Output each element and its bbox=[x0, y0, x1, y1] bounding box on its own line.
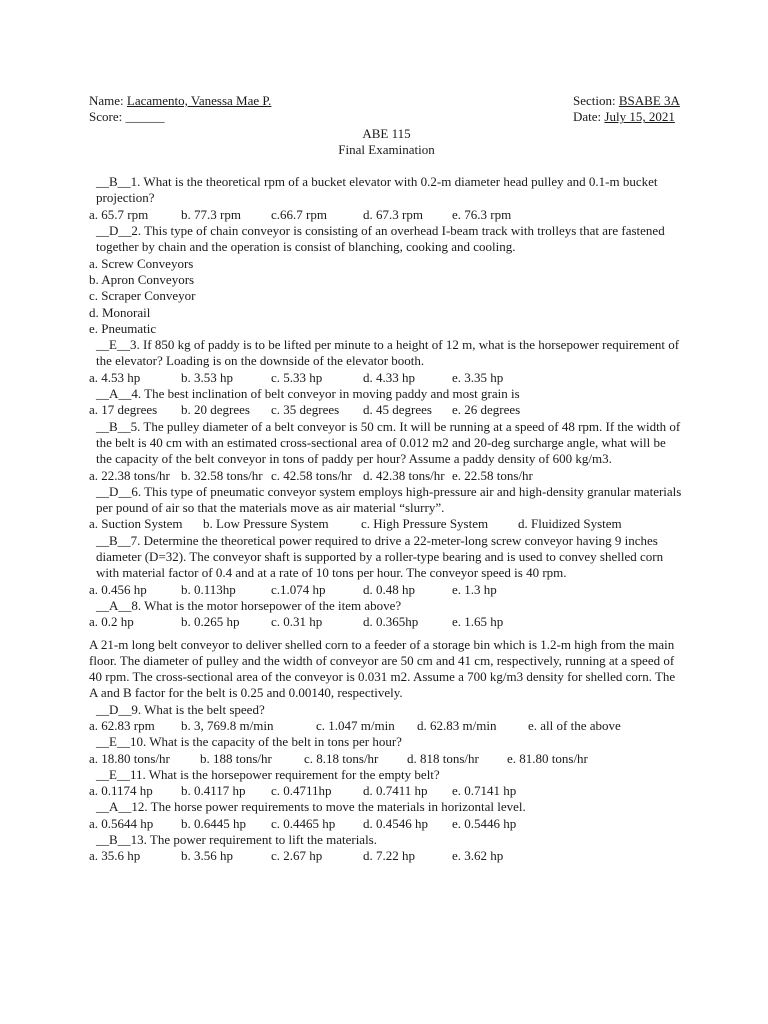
options-3 bbox=[89, 370, 684, 386]
option: e. 3.35 hp bbox=[452, 369, 504, 385]
option: c. 42.58 tons/hr bbox=[271, 467, 352, 483]
question-text: 10. What is the capacity of the belt in tons per hour? bbox=[129, 734, 402, 750]
option: b. 0.6445 hp bbox=[181, 815, 246, 831]
options-7 bbox=[89, 582, 684, 598]
option: b. 32.58 tons/hr bbox=[181, 467, 263, 483]
answer-mark: __A__ bbox=[96, 597, 132, 613]
option: a. Screw Conveyors bbox=[89, 255, 194, 271]
problem-statement: A 21-m long belt conveyor to deliver shelled corn to a feeder of a storage bin which is 1.2-m high from the main floor. The diameter of pulley and the width of conveyor are 50 cm and 41 cm, respectively, running at a speed of 40 rpm. The cross-sectional area of the conveyor is 0.031 m2. Assume a 700 kg/m3 density for shelled corn. The A and B factor for the belt is 0.25 and 0.00140, respectively. bbox=[89, 636, 676, 701]
option: a. Suction System bbox=[89, 516, 183, 532]
option: e. all of the above bbox=[528, 717, 621, 733]
date-field bbox=[573, 109, 684, 125]
option: c. 2.67 hp bbox=[271, 848, 323, 864]
option: a. 0.456 hp bbox=[89, 581, 147, 597]
answer-mark: __E__ bbox=[96, 766, 130, 782]
option: a. 0.5644 hp bbox=[89, 815, 154, 831]
option: d. 4.33 hp bbox=[363, 369, 415, 385]
question-4 bbox=[89, 386, 684, 402]
options-12 bbox=[89, 816, 684, 832]
answer-mark: __E__ bbox=[96, 337, 130, 353]
course-code: ABE 115 bbox=[362, 125, 411, 141]
question-text: 2. This type of chain conveyor is consisting of an overhead I-beam track with trolleys that are fastened together by chain and the operation is consist of blanching, cooking and cooling. bbox=[96, 223, 665, 255]
answer-mark: __B__ bbox=[96, 418, 131, 434]
option: c. Scraper Conveyor bbox=[89, 288, 196, 304]
option: d. 0.365hp bbox=[363, 614, 419, 630]
option: e. 1.65 hp bbox=[452, 614, 504, 630]
options-6 bbox=[89, 516, 684, 532]
option: a. 4.53 hp bbox=[89, 369, 141, 385]
score-field bbox=[89, 109, 164, 125]
section-value: BSABE 3A bbox=[618, 93, 680, 108]
question-8 bbox=[89, 598, 684, 614]
option: b. Apron Conveyors bbox=[89, 271, 195, 287]
option: c.1.074 hp bbox=[271, 581, 326, 597]
option: c.66.7 rpm bbox=[271, 206, 327, 222]
option: b. 3.53 hp bbox=[181, 369, 233, 385]
options-8 bbox=[89, 614, 684, 630]
exam-content bbox=[89, 93, 684, 865]
option: c. 0.4465 hp bbox=[271, 815, 336, 831]
option: b. 77.3 rpm bbox=[181, 206, 241, 222]
question-text: 7. Determine the theoretical power required to drive a 22-meter-long screw conveyor having 9 inches diameter (D=32). The conveyor shaft is supported by a roller-type bearing and is used to convey shelled corn with material factor of 0.4 and at a rate of 10 tons per hour. The conveyor speed is 40 rpm. bbox=[96, 532, 664, 581]
option: b. 0.4117 hp bbox=[181, 783, 246, 799]
options-9 bbox=[89, 718, 684, 734]
question-text: 5. The pulley diameter of a belt conveyor is 50 cm. It will be running at a speed of 48 rpm. If the width of the belt is 40 cm with an estimated cross-sectional area of 0.012 m2 and 20-deg surcharge angle, what will be the capacity of the belt conveyor in tons of paddy per hour? Assume a paddy density of 600 kg/m3. bbox=[96, 418, 681, 467]
option: c. 5.33 hp bbox=[271, 369, 323, 385]
options-1 bbox=[89, 207, 684, 223]
option: a. 0.2 hp bbox=[89, 614, 134, 630]
option: a. 22.38 tons/hr bbox=[89, 467, 170, 483]
option: a. 18.80 tons/hr bbox=[89, 750, 170, 766]
option: b. 3, 769.8 m/min bbox=[181, 717, 274, 733]
question-7 bbox=[89, 533, 684, 582]
option: e. 81.80 tons/hr bbox=[507, 750, 588, 766]
question-12 bbox=[89, 799, 684, 815]
question-1 bbox=[89, 174, 684, 207]
answer-mark: __D__ bbox=[96, 483, 132, 499]
score-value: ______ bbox=[125, 109, 165, 125]
name-value: Lacamento, Vanessa Mae P. bbox=[126, 93, 272, 108]
section-label: Section: bbox=[573, 93, 616, 108]
question-2 bbox=[89, 223, 684, 256]
answer-mark: __B__ bbox=[96, 174, 131, 190]
option: d. 7.22 hp bbox=[363, 848, 415, 864]
answer-mark: __E__ bbox=[96, 734, 130, 750]
option: e. 0.5446 hp bbox=[452, 815, 517, 831]
option: a. 62.83 rpm bbox=[89, 717, 155, 733]
option: c. 0.4711hp bbox=[271, 783, 332, 799]
question-5 bbox=[89, 419, 684, 468]
answer-mark: __B__ bbox=[96, 832, 131, 848]
option: e. Pneumatic bbox=[89, 320, 157, 336]
options-11 bbox=[89, 783, 684, 799]
option: e. 76.3 rpm bbox=[452, 206, 512, 222]
question-13 bbox=[89, 832, 684, 848]
option: d. 62.83 m/min bbox=[417, 717, 497, 733]
section-field bbox=[573, 93, 684, 109]
name-label: Name: bbox=[89, 93, 124, 108]
answer-mark: __B__ bbox=[96, 532, 131, 548]
question-text: 9. What is the belt speed? bbox=[131, 701, 265, 717]
option: b. Low Pressure System bbox=[203, 516, 329, 532]
option: d. 45 degrees bbox=[363, 402, 432, 418]
option: c. 1.047 m/min bbox=[316, 717, 395, 733]
question-6 bbox=[89, 484, 684, 517]
options-4 bbox=[89, 402, 684, 418]
question-3 bbox=[89, 337, 684, 370]
option: e. 3.62 hp bbox=[452, 848, 504, 864]
option: e. 22.58 tons/hr bbox=[452, 467, 533, 483]
option: b. 188 tons/hr bbox=[200, 750, 272, 766]
option: c. High Pressure System bbox=[361, 516, 489, 532]
option: d. 0.4546 hp bbox=[363, 815, 428, 831]
answer-mark: __D__ bbox=[96, 701, 132, 717]
answer-mark: __A__ bbox=[96, 386, 132, 402]
header-row-2 bbox=[89, 109, 684, 125]
option: c. 8.18 tons/hr bbox=[304, 750, 379, 766]
option: a. 0.1174 hp bbox=[89, 783, 153, 799]
score-label: Score: bbox=[89, 109, 123, 125]
date-value: July 15, 2021 bbox=[604, 109, 675, 125]
question-text: 12. The horse power requirements to move the materials in horizontal level. bbox=[131, 799, 526, 815]
question-10 bbox=[89, 734, 684, 750]
option: a. 17 degrees bbox=[89, 402, 158, 418]
option: e. 26 degrees bbox=[452, 402, 521, 418]
question-text: 13. The power requirement to lift the materials. bbox=[130, 832, 377, 848]
question-text: 1. What is the theoretical rpm of a bucket elevator with 0.2-m diameter head pulley and 0.1-m bucket projection? bbox=[96, 174, 658, 206]
question-text: 4. The best inclination of belt conveyor in moving paddy and most grain is bbox=[131, 386, 520, 402]
header-row-1 bbox=[89, 93, 684, 109]
option: d. Monorail bbox=[89, 304, 151, 320]
options-13 bbox=[89, 848, 684, 864]
option: e. 0.7141 hp bbox=[452, 783, 517, 799]
option: b. 3.56 hp bbox=[181, 848, 233, 864]
option: a. 65.7 rpm bbox=[89, 206, 149, 222]
option: d. 67.3 rpm bbox=[363, 206, 423, 222]
option: d. 0.7411 hp bbox=[363, 783, 428, 799]
exam-title: Final Examination bbox=[338, 141, 435, 157]
options-10 bbox=[89, 751, 684, 767]
option: b. 20 degrees bbox=[181, 402, 250, 418]
question-9 bbox=[89, 702, 684, 718]
question-text: 6. This type of pneumatic conveyor system employs high-pressure air and high-density granular materials per pound of air so that the materials move as air material “slurry”. bbox=[96, 483, 682, 516]
option: d. Fluidized System bbox=[518, 516, 622, 532]
option: a. 35.6 hp bbox=[89, 848, 141, 864]
option: d. 818 tons/hr bbox=[407, 750, 479, 766]
question-text: 3. If 850 kg of paddy is to be lifted per minute to a height of 12 m, what is the horsepower requirement of the elevator? Loading is on the downside of the elevator booth. bbox=[96, 337, 680, 369]
option: b. 0.265 hp bbox=[181, 614, 240, 630]
options-5 bbox=[89, 468, 684, 484]
date-label: Date: bbox=[573, 109, 602, 125]
question-text: 8. What is the motor horsepower of the item above? bbox=[131, 597, 402, 613]
option: d. 42.38 tons/hr bbox=[363, 467, 445, 483]
option: e. 1.3 hp bbox=[452, 581, 497, 597]
answer-mark: __D__ bbox=[96, 223, 132, 239]
option: c. 35 degrees bbox=[271, 402, 340, 418]
option: d. 0.48 hp bbox=[363, 581, 415, 597]
spacer bbox=[89, 158, 684, 174]
question-11 bbox=[89, 767, 684, 783]
option: b. 0.113hp bbox=[181, 581, 236, 597]
answer-mark: __A__ bbox=[96, 799, 132, 815]
option: c. 0.31 hp bbox=[271, 614, 323, 630]
question-text: 11. What is the horsepower requirement for the empty belt? bbox=[129, 766, 440, 782]
name-field bbox=[89, 93, 271, 109]
